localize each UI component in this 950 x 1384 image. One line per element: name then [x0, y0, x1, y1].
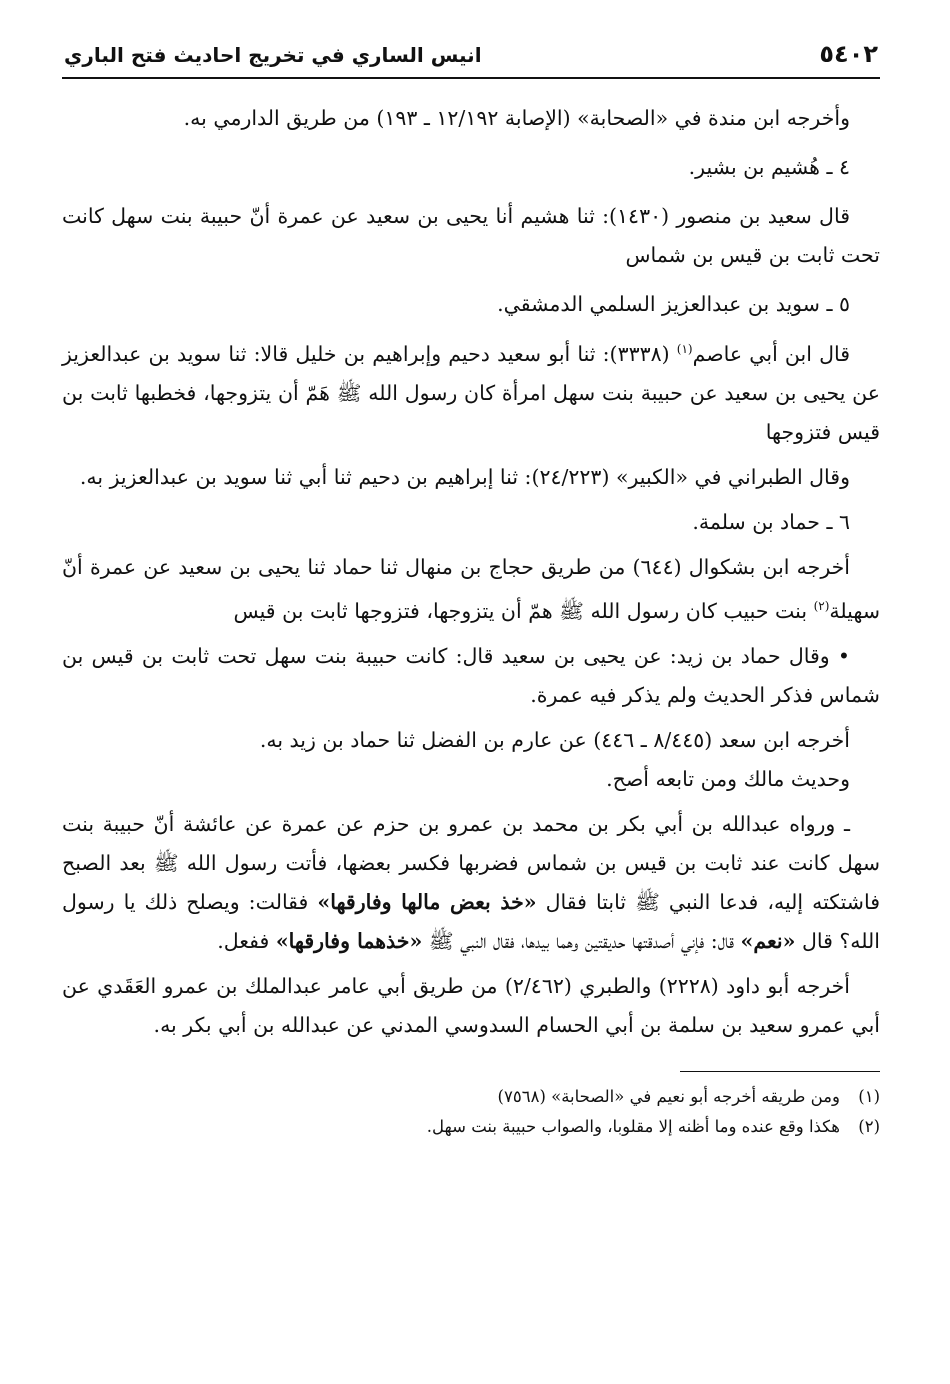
paragraph-1: وأخرجه ابن مندة في «الصحابة» (الإصابة ١٢/١٩٢ ـ ١٩٣) من طريق الدارمي به.: [183, 106, 850, 130]
footnote-text: هكذا وقع عنده وما أظنه إلا مقلوبا، والصواب حبيبة بنت سهل.: [426, 1116, 840, 1136]
paragraph-12: [62, 805, 880, 961]
paragraph-12-part-c: فقالت: ويصلح ذلك يا رسول الله؟ قال: [62, 889, 880, 953]
footnote-number: (١): [858, 1086, 880, 1106]
paragraph-6: وقال الطبراني في «الكبير» (٢٤/٢٢٣): ثنا إبراهيم بن دحيم ثنا أبي ثنا سويد بن عبدالعزيز به.: [79, 464, 850, 489]
footnote-1: [62, 1082, 880, 1112]
paragraph-12-part-g: ففعل.: [217, 928, 276, 953]
quote-yes: «نعم»: [740, 928, 796, 953]
paragraph-8: [62, 548, 880, 631]
paragraph-11: وحديث مالك ومن تابعه أصح.: [606, 766, 850, 791]
footnote-2: [62, 1112, 880, 1142]
paragraph-8-rest: بنت حبيب كان رسول الله ﷺ همّ أن يتزوجها، فتزوجها ثابت بن قيس: [233, 598, 814, 623]
paragraph-5-start: قال ابن أبي عاصم: [692, 341, 851, 366]
quote-take-both: «خذهما وفارقها»: [275, 928, 423, 953]
page-body: [62, 99, 880, 1142]
book-title: انيس الساري في تخريج احاديث فتح الباري: [64, 43, 482, 67]
narrator-heading-5: ٥ ـ سويد بن عبدالعزيز السلمي الدمشقي.: [497, 292, 850, 316]
paragraph-12-part-a: ـ ورواه عبدالله بن أبي بكر بن محمد بن عمرو بن حزم عن عمرة عن عائشة أنّ حبيبة بنت سهل كانت عند ثابت بن قيس بن شماس فضربها فكسر بعضها، فأتت رسول الله ﷺ بعد الصبح فاشتكته إليه، فدعا النبي ﷺ ثابتا فقال: [62, 811, 881, 914]
paragraph-13: أخرجه أبو داود (٢٢٢٨) والطبري (٢/٤٦٢) من طريق أبي عامر عبدالملك بن عمرو العَقَدي عن أبي عمرو سعيد بن سلمة بن أبي الحسام السدوسي المدني عن عبدالله بن أبي بكر به.: [62, 973, 880, 1037]
page-number: ٥٤٠٢: [819, 40, 878, 68]
paragraph-5-rest: (٣٣٣٨): ثنا أبو سعيد دحيم وإبراهيم بن خليل قالا: ثنا سويد بن عبدالعزيز عن يحيى بن سعيد عن حبيبة بنت سهل امرأة كان رسول الله ﷺ هَمّ أن يتزوجها، فخطبها ثابت بن قيس فتزوجها: [62, 341, 880, 444]
narrator-heading-4: ٤ ـ هُشيم بن بشير.: [688, 155, 850, 179]
paragraph-8-start: أخرجه ابن بشكوال (٦٤٤) من طريق حجاج بن منهال ثنا حماد ثنا يحيى بن سعيد عن عمرة أنّ سهيلة: [62, 554, 880, 623]
paragraph-12-part-e: قال: فإني أصدقتها حديقتين وهما بيدها، فقال النبي ﷺ: [422, 928, 741, 953]
footnote-ref-1: (١): [676, 342, 693, 356]
footnote-text: ومن طريقه أخرجه أبو نعيم في «الصحابة» (٧٥٦٨): [497, 1086, 840, 1106]
paragraph-9: • وقال حماد بن زيد: عن يحيى بن سعيد قال: كانت حبيبة بنت سهل تحت ثابت بن قيس بن شماس فذكر الحديث ولم يذكر فيه عمرة.: [62, 643, 880, 707]
page-header: [62, 40, 880, 79]
footnote-number: (٢): [858, 1116, 880, 1136]
book-page: [62, 40, 880, 1142]
paragraph-5: [62, 330, 880, 452]
footnote-separator: [680, 1071, 880, 1072]
paragraph-10: أخرجه ابن سعد (٨/٤٤٥ ـ ٤٤٦) عن عارم بن الفضل ثنا حماد بن زيد به.: [259, 727, 850, 752]
paragraph-3: قال سعيد بن منصور (١٤٣٠): ثنا هشيم أنا يحيى بن سعيد عن عمرة أنّ حبيبة بنت سهل كانت تحت ثابت بن قيس بن شماس: [62, 204, 880, 267]
quote-take-some: «خذ بعض مالها وفارقها»: [317, 889, 537, 914]
narrator-heading-6: ٦ ـ حماد بن سلمة.: [692, 509, 850, 534]
footnote-ref-2: (٢): [813, 598, 830, 613]
